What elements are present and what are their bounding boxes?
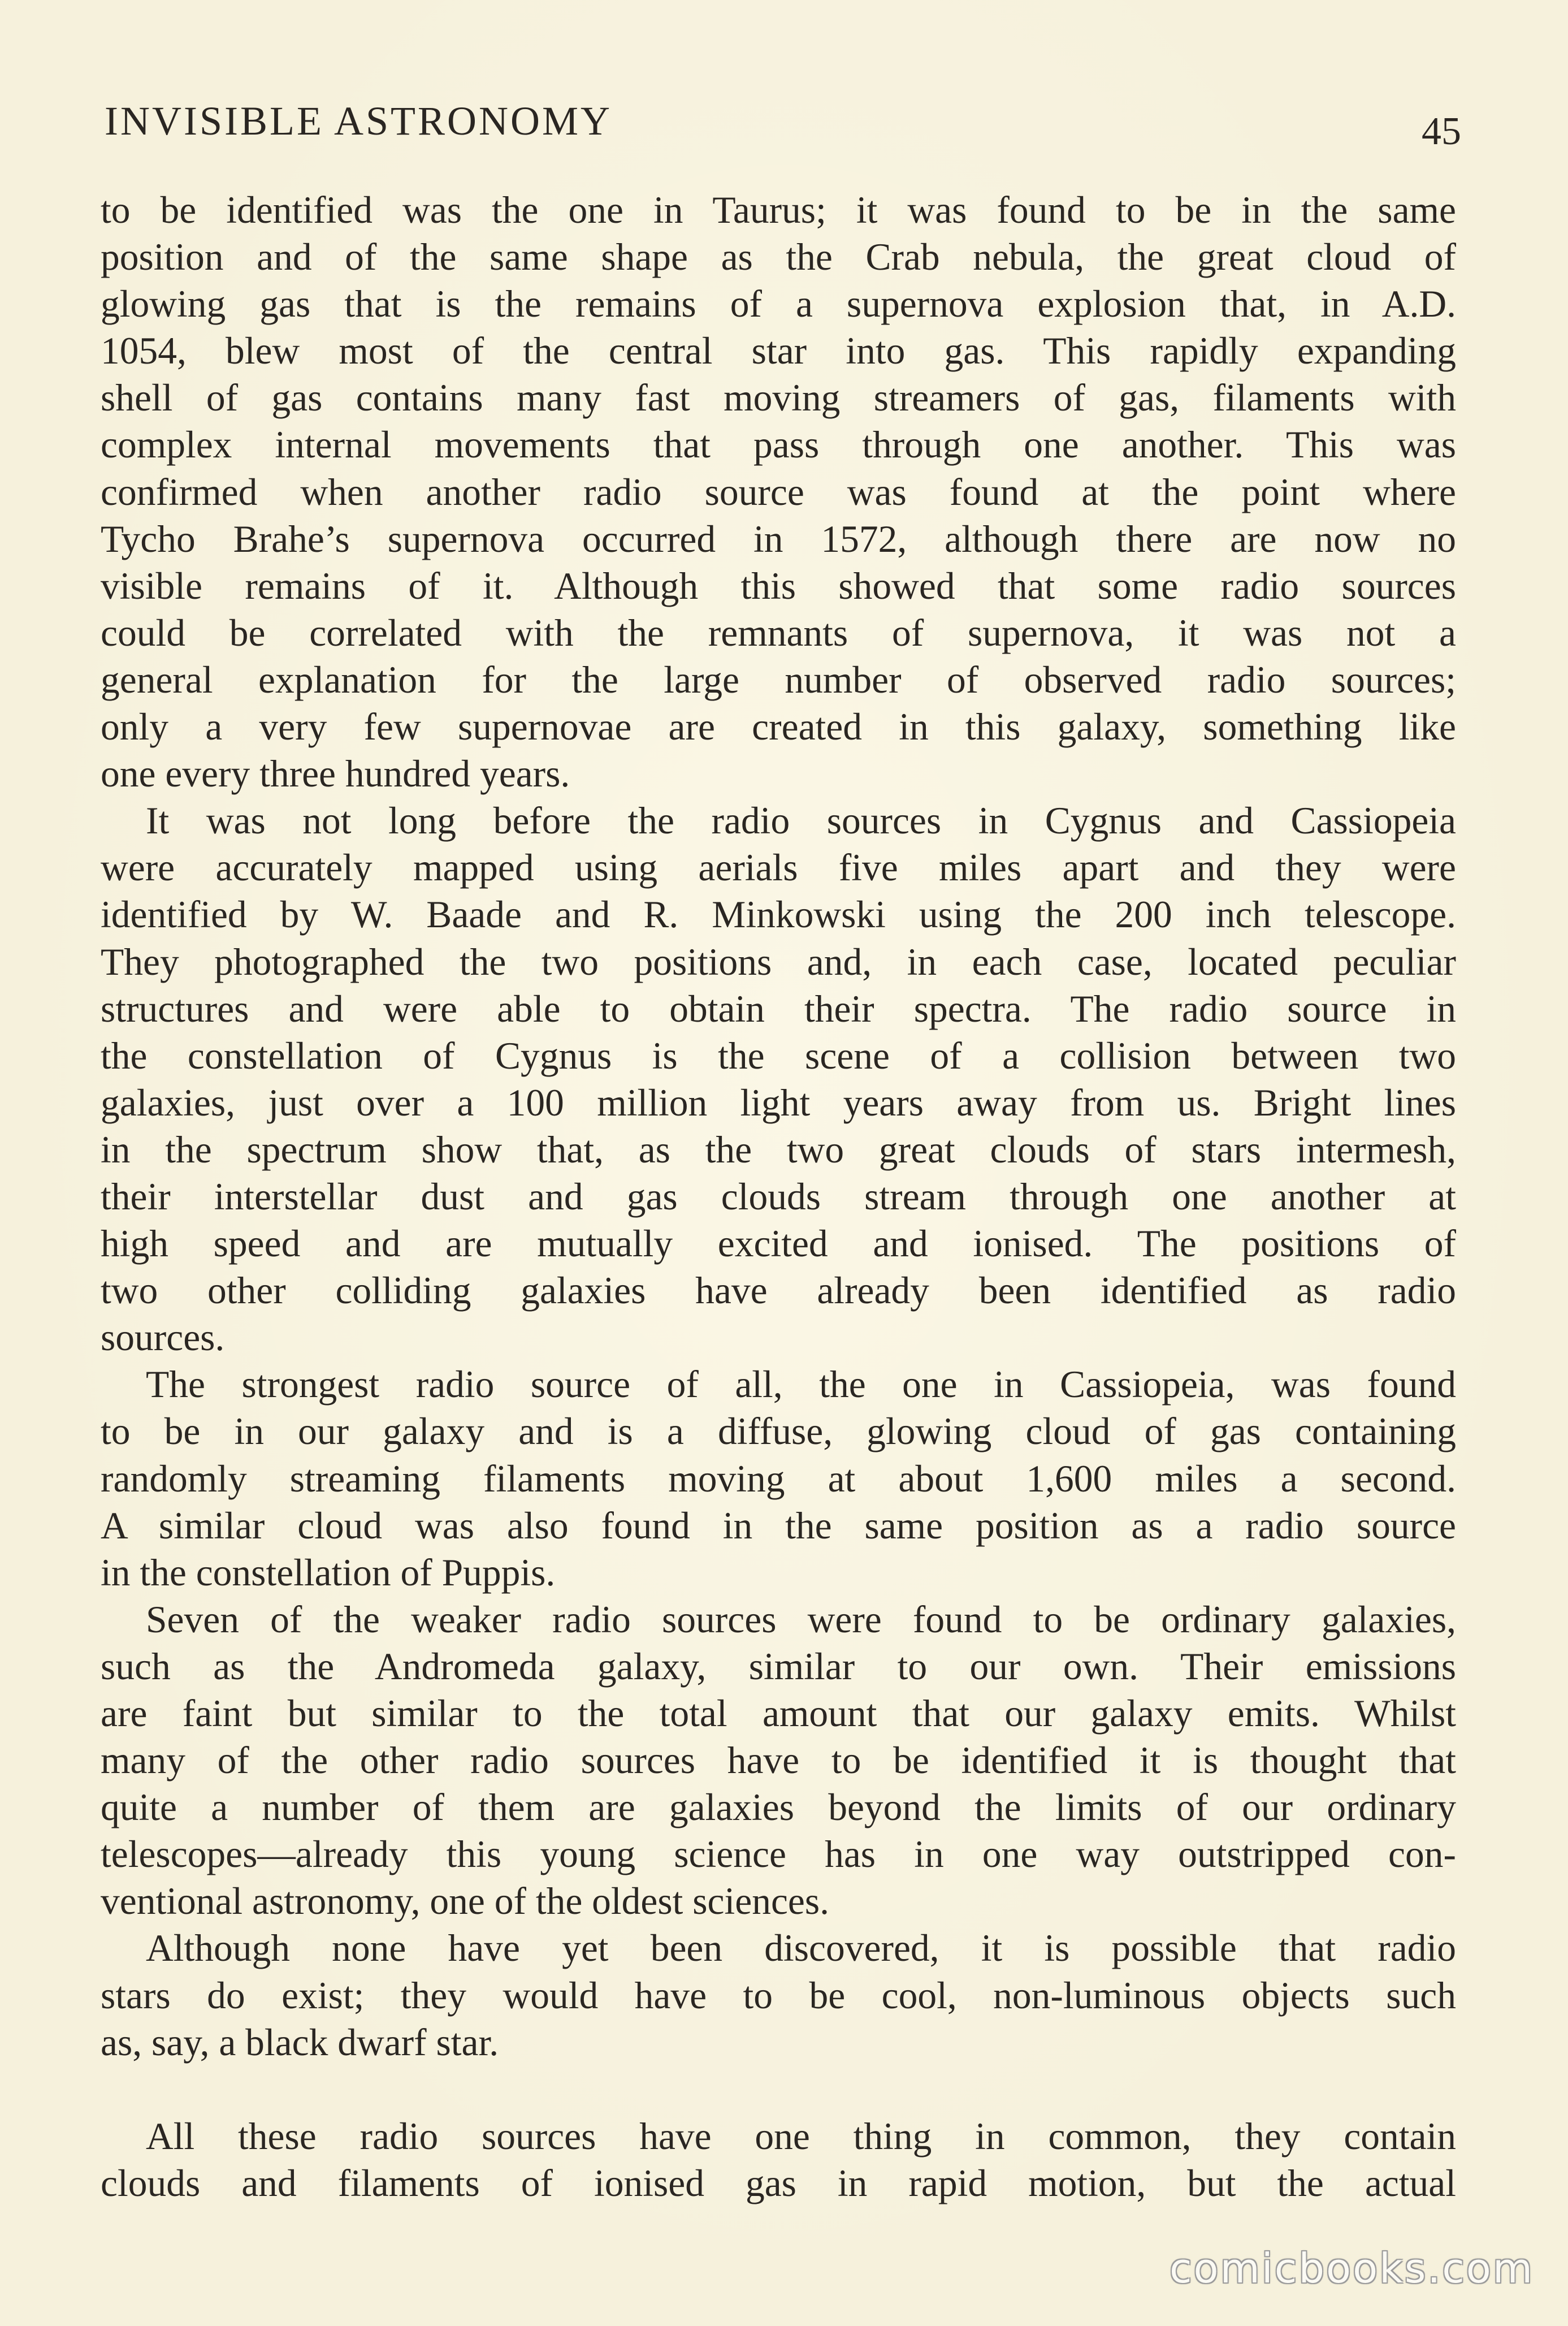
paragraph-start-line: The strongest radio source of all, the one in Cassiopeia, was found	[146, 1363, 1456, 1406]
text-line: ventional astronomy, one of the oldest sciences.	[101, 1880, 830, 1923]
text-line: telescopes—already this young science has in one way outstripped con-	[101, 1833, 1456, 1876]
text-line: one every three hundred years.	[101, 753, 570, 795]
text-line: quite a number of them are galaxies beyond the limits of our ordinary	[101, 1786, 1456, 1829]
text-line: their interstellar dust and gas clouds stream through one another at	[101, 1175, 1456, 1218]
text-line: as, say, a black dwarf star.	[101, 2021, 499, 2064]
text-line: were accurately mapped using aerials five miles apart and they were	[101, 846, 1456, 889]
text-line: are faint but similar to the total amount that our galaxy emits. Whilst	[101, 1692, 1456, 1735]
paragraph-start-line: Although none have yet been discovered, it is possible that radio	[146, 1927, 1456, 1970]
text-line: identified by W. Baade and R. Minkowski using the 200 inch telescope.	[101, 893, 1456, 936]
paragraph-start-line: All these radio sources have one thing in common, they contain	[146, 2115, 1456, 2158]
text-line: the constellation of Cygnus is the scene of a collision between two	[101, 1034, 1456, 1077]
body-text	[101, 187, 1456, 2207]
text-line: could be correlated with the remnants of supernova, it was not a	[101, 611, 1456, 654]
text-line: to be identified was the one in Taurus; it was found to be in the same	[101, 189, 1456, 231]
text-line: only a very few supernovae are created in this galaxy, something like	[101, 706, 1456, 749]
text-line: A similar cloud was also found in the same position as a radio source	[101, 1504, 1456, 1547]
text-line: such as the Andromeda galaxy, similar to our own. Their emissions	[101, 1645, 1456, 1688]
paragraph-start-line: It was not long before the radio sources in Cygnus and Cassiopeia	[146, 799, 1456, 842]
text-line: complex internal movements that pass through one another. This was	[101, 423, 1456, 466]
running-title: INVISIBLE ASTRONOMY	[105, 98, 613, 144]
text-line: position and of the same shape as the Crab nebula, the great cloud of	[101, 236, 1456, 279]
text-line: 1054, blew most of the central star into gas. This rapidly expanding	[101, 330, 1456, 373]
paragraph-start-line: Seven of the weaker radio sources were found to be ordinary galaxies,	[146, 1598, 1456, 1641]
page-number: 45	[1422, 110, 1461, 153]
watermark-logo: comicbooks.com	[1169, 2245, 1534, 2292]
text-line: two other colliding galaxies have already been identified as radio	[101, 1269, 1456, 1312]
text-line: glowing gas that is the remains of a supernova explosion that, in A.D.	[101, 283, 1456, 326]
text-line: Tycho Brahe’s supernova occurred in 1572, although there are now no	[101, 517, 1456, 560]
running-head	[105, 85, 1461, 153]
text-line: clouds and filaments of ionised gas in rapid motion, but the actual	[101, 2161, 1456, 2204]
text-line: confirmed when another radio source was found at the point where	[101, 470, 1456, 513]
text-line: high speed and are mutually excited and ionised. The positions of	[101, 1222, 1456, 1265]
text-line: structures and were able to obtain their spectra. The radio source in	[101, 987, 1456, 1030]
text-line: randomly streaming filaments moving at about 1,600 miles a second.	[101, 1457, 1456, 1500]
text-line: stars do exist; they would have to be cool, non-luminous objects such	[101, 1974, 1456, 2017]
text-line: to be in our galaxy and is a diffuse, glowing cloud of gas containing	[101, 1410, 1456, 1453]
text-line: in the constellation of Puppis.	[101, 1551, 556, 1594]
text-line: general explanation for the large number of observed radio sources;	[101, 658, 1456, 701]
text-line: sources.	[101, 1316, 225, 1359]
text-line: galaxies, just over a 100 million light years away from us. Bright lines	[101, 1081, 1456, 1124]
text-line: visible remains of it. Although this showed that some radio sources	[101, 564, 1456, 607]
text-line: shell of gas contains many fast moving streamers of gas, filaments with	[101, 377, 1456, 420]
text-line: They photographed the two positions and, in each case, located peculiar	[101, 940, 1456, 983]
text-line: in the spectrum show that, as the two great clouds of stars intermesh,	[101, 1128, 1456, 1171]
text-line: many of the other radio sources have to be identified it is thought that	[101, 1739, 1456, 1782]
section-break	[101, 2066, 1456, 2113]
